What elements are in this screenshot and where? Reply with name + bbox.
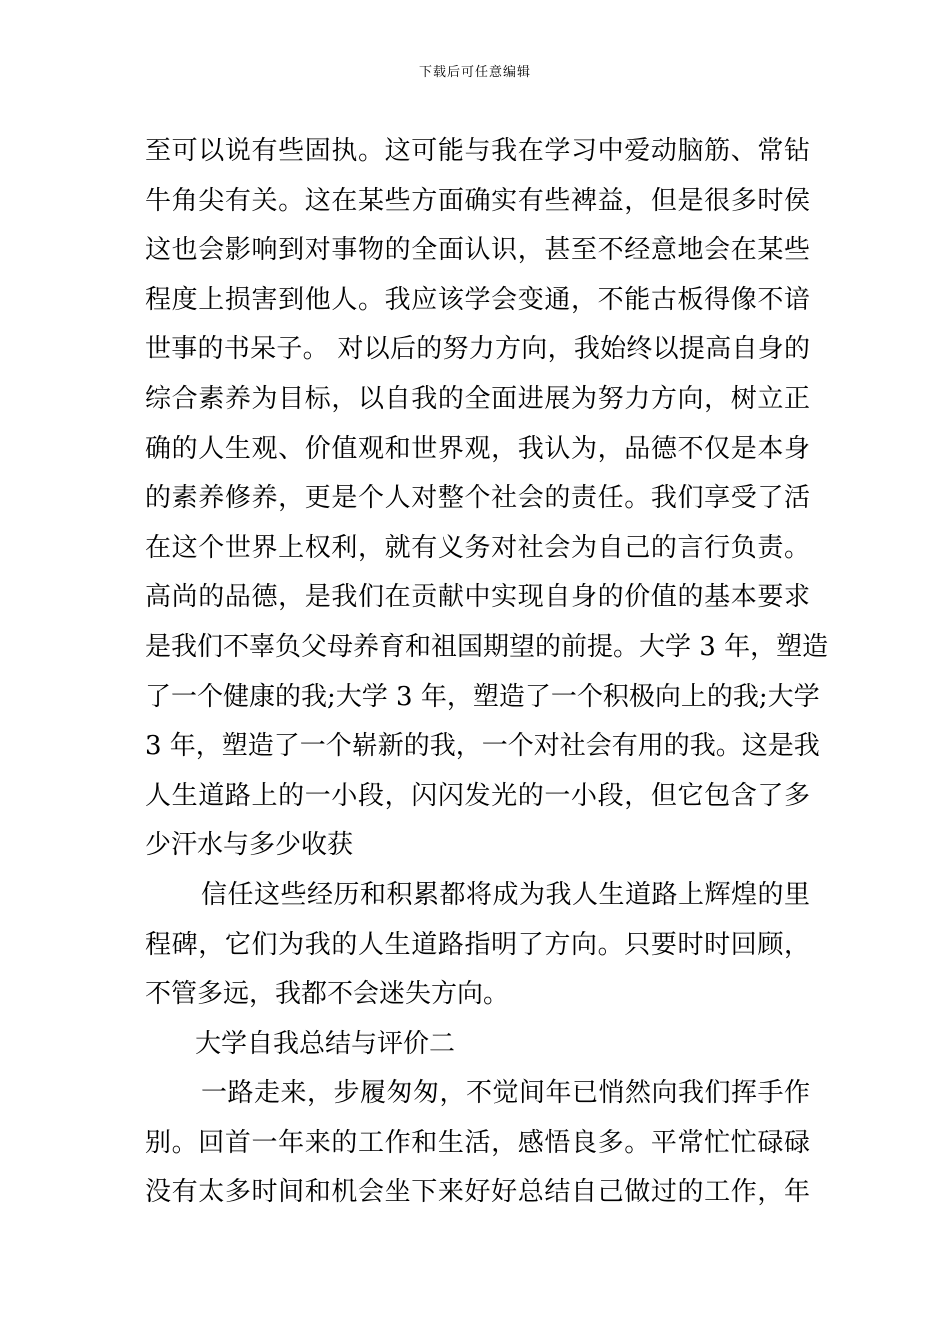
text-line: 程度上损害到他人。我应该学会变通，不能古板得像不谙 <box>145 284 810 315</box>
text-line: 牛角尖有关。这在某些方面确实有些裨益，但是很多时侯 <box>145 185 810 216</box>
text-line: 一路走来，步履匆匆，不觉间年已悄然向我们挥手作 <box>201 1078 810 1109</box>
text-line: 世事的书呆子。 对以后的努力方向，我始终以提高自身的 <box>145 334 810 365</box>
text-line: 没有太多时间和机会坐下来好好总结自己做过的工作，年 <box>145 1177 810 1208</box>
text-line: 是我们不辜负父母养育和祖国期望的前提。大学 3 年，塑造 <box>145 631 829 662</box>
text-line: 综合素养为目标，以自我的全面进展为努力方向，树立正 <box>145 383 810 414</box>
text-line: 至可以说有些固执。这可能与我在学习中爱动脑筋、常钻 <box>145 136 810 166</box>
page-header: 下载后可任意编辑 <box>418 65 531 80</box>
text-line: 别。回首一年来的工作和生活，感悟良多。平常忙忙碌碌 <box>145 1127 810 1158</box>
text-line: 这也会影响到对事物的全面认识，甚至不经意地会在某些 <box>145 235 810 266</box>
text-line: 3 年，塑造了一个崭新的我，一个对社会有用的我。这是我 <box>145 731 820 762</box>
text-line: 程碑，它们为我的人生道路指明了方向。只要时时回顾， <box>145 929 810 960</box>
text-line: 不管多远，我都不会迷失方向。 <box>145 979 510 1010</box>
section-heading: 大学自我总结与评价二 <box>195 1028 456 1059</box>
text-line: 确的人生观、价值观和世界观，我认为，品德不仅是本身 <box>145 433 810 464</box>
text-line: 人生道路上的一小段，闪闪发光的一小段，但它包含了多 <box>145 780 810 811</box>
document-body <box>145 127 829 1218</box>
text-line: 了一个健康的我;大学 3 年，塑造了一个积极向上的我;大学 <box>145 681 820 712</box>
text-line: 高尚的品德，是我们在贡献中实现自身的价值的基本要求 <box>145 582 810 613</box>
text-line: 信任这些经历和积累都将成为我人生道路上辉煌的里 <box>201 879 810 910</box>
text-line: 的素养修养，更是个人对整个社会的责任。我们享受了活 <box>145 483 810 514</box>
text-line: 少汗水与多少收获 <box>145 830 354 861</box>
text-line: 在这个世界上权利，就有义务对社会为自己的言行负责。 <box>145 532 810 563</box>
